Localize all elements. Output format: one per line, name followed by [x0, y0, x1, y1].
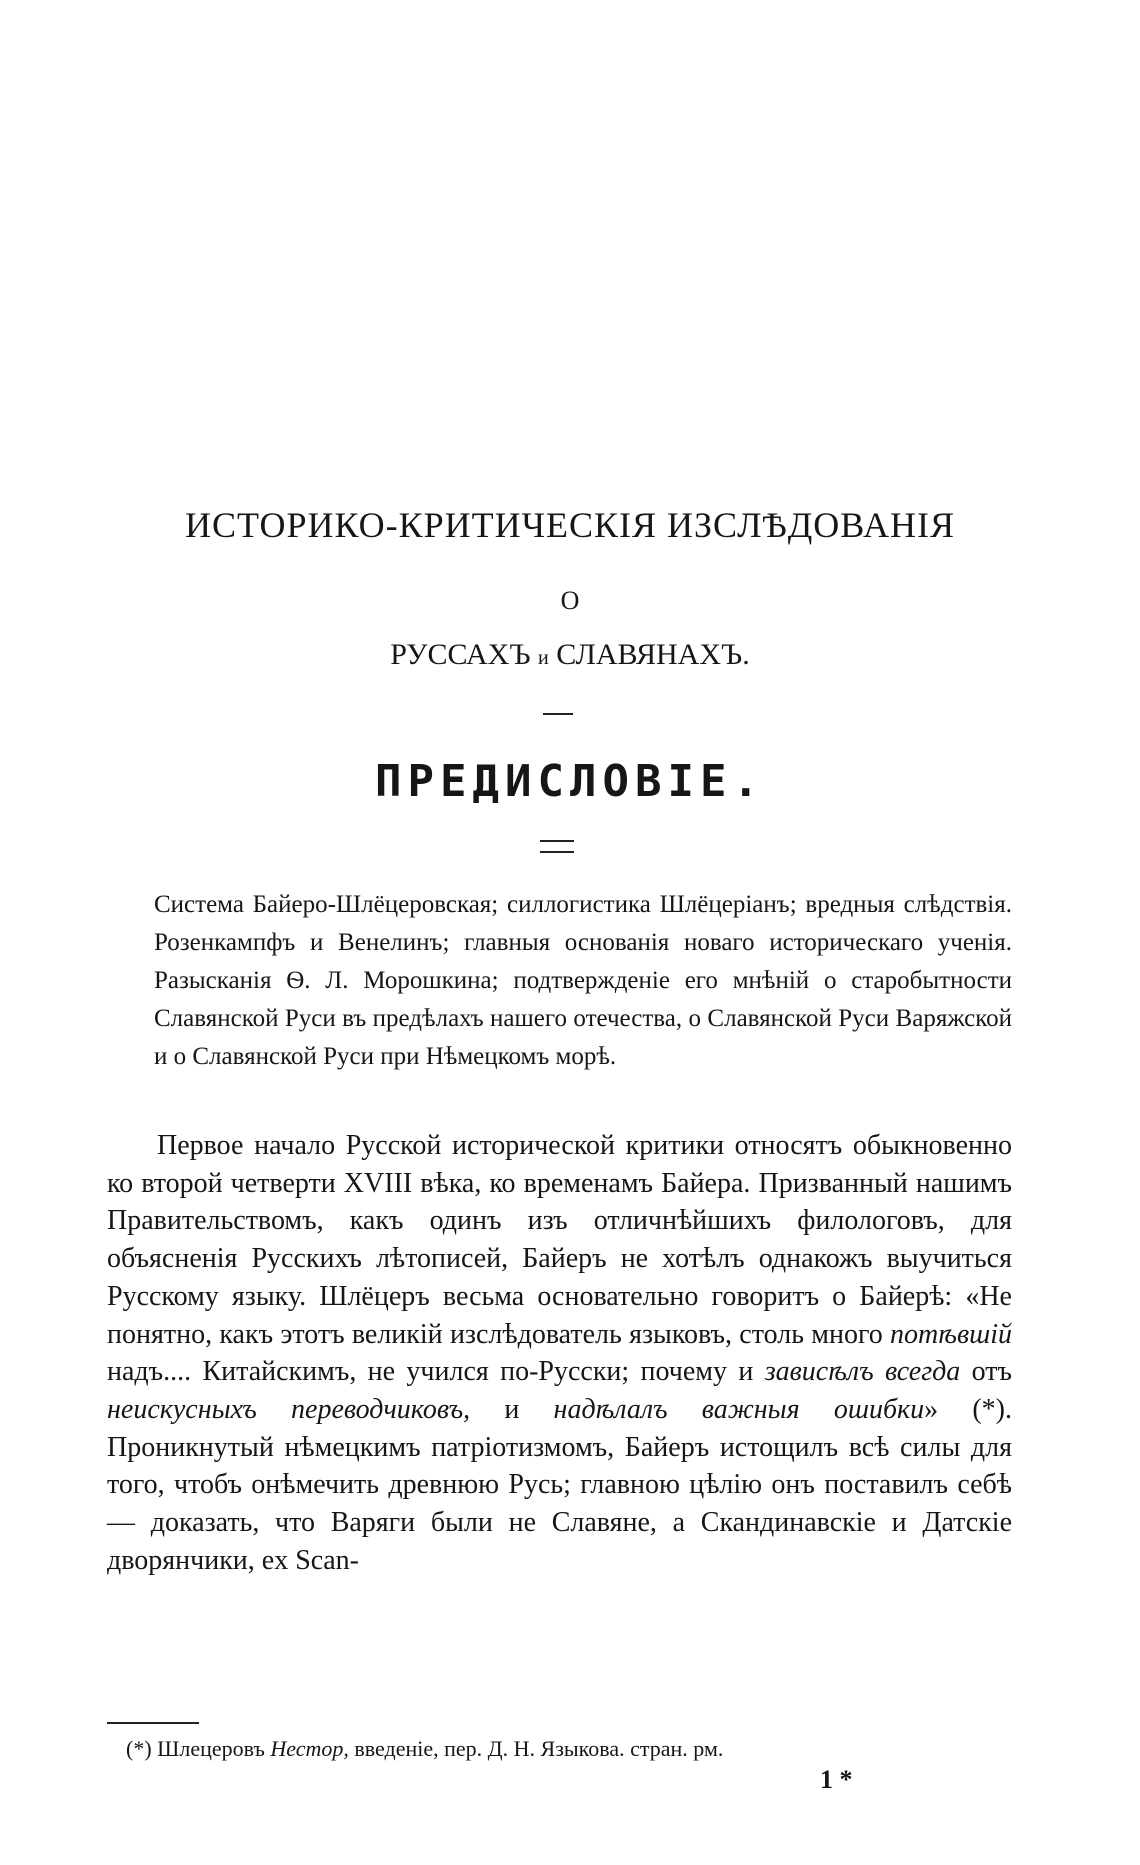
book-title: ИСТОРИКО-КРИТИЧЕСКІЯ ИЗСЛѢДОВАНІЯ [184, 505, 956, 545]
body-italic-1: потѣвшій [890, 1318, 1013, 1350]
footnote-divider [107, 1722, 199, 1724]
short-divider [543, 713, 573, 715]
footnote-work: Нестор, [270, 1736, 349, 1761]
footnote-rest: введеніе, пер. Д. Н. Языкова. стран. рм. [354, 1736, 724, 1761]
signature-mark: 1 * [820, 1765, 853, 1794]
subtitle-part-2: СЛАВЯНАХЪ. [556, 638, 750, 671]
body-text-3: отъ [971, 1356, 1013, 1388]
section-heading: ПРЕДИСЛОВІЕ. [375, 756, 765, 807]
footnote-mark: (*) [126, 1736, 152, 1761]
body-text-1: Первое начало Русской исторической критики относятъ обыкновенно ко второй четверти XVIII вѣка, ко временамъ Байера. Призванный нашимъ Правительствомъ, какъ одинъ изъ отличнѣйшихъ филологовъ, для объясненія Русскихъ лѣтописей, Байеръ не хотѣлъ однакожъ выучиться Русскому языку. Шлёцеръ весьма основательно говоритъ о Байерѣ: «Не понятно, какъ этотъ великій изслѣдователь языковъ, столь много [107, 1130, 1012, 1350]
book-subtitle [0, 638, 1140, 672]
subtitle-and: и [538, 647, 549, 669]
subtitle-part-1: РУССАХЪ [390, 638, 531, 671]
chapter-summary: Система Байеро-Шлёцеровская; силлогистика Шлёцеріанъ; вредныя слѣдствія. Розенкампфъ и Венелинъ; главныя основанія новаго историческаго ученія. Разысканія Ѳ. Л. Морошкина; подтвержденіе его мнѣній о старобытности Славянской Руси въ предѣлахъ нашего отечества, о Славянской Руси Варяжской и о Славянской Руси при Нѣмецкомъ морѣ. [154, 891, 1012, 1070]
body-paragraph [107, 1127, 1012, 1579]
title-conjunction: О [560, 586, 580, 615]
body-text-5: » (*). Проникнутый нѣмецкимъ патріотизмомъ, Байеръ истощилъ всѣ силы для того, чтобъ онѣмечить древнюю Русь; главною цѣлію онъ поставилъ себѣ — доказать, что Варяги были не Славяне, а Скандинавскіе и Датскіе дворянчики, ex Scan- [107, 1393, 1012, 1576]
footnote [126, 1735, 1006, 1763]
double-divider [540, 840, 574, 853]
body-italic-4: надѣлалъ важныя ошибки [553, 1393, 925, 1425]
body-text-2: надъ.... Китайскимъ, не учился по-Русски; почему и [107, 1356, 754, 1388]
body-text-4: и [504, 1393, 520, 1425]
footnote-author: Шлецеровъ [157, 1736, 265, 1761]
body-italic-3: неискусныхъ переводчиковъ, [107, 1393, 471, 1425]
body-italic-2: зависѣлъ всегда [764, 1356, 961, 1388]
